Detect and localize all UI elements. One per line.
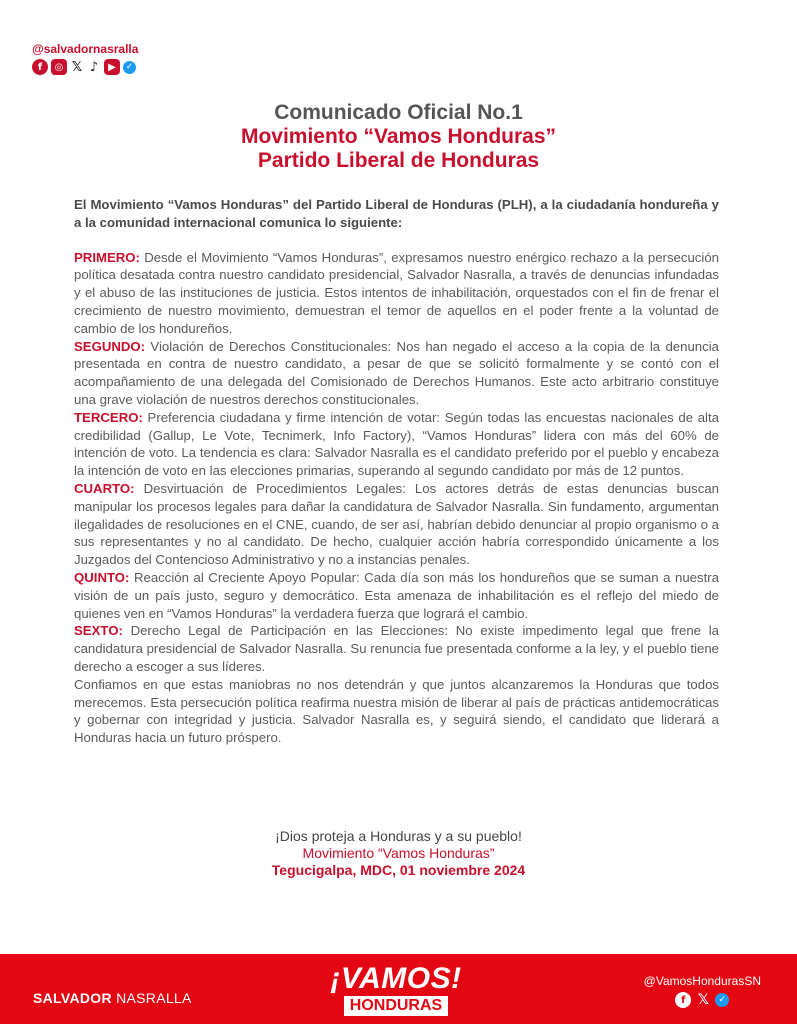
paragraph-text: Desvirtuación de Procedimientos Legales: Los actores detrás de estas denuncias buscan manipular los procesos legales para dañar la candidatura de Salvador Nasralla. Sin fundamento, argumentan ilegalidades de resoluciones en el CNE, cuando, de ser así, habrían debido denunciar al propio organismo o a sus representantes y no al candidato. De hecho, cualquier acción habría correspondido únicamente a los Juzgados del Contencioso Administrativo y no a instancias penales. <box>74 480 719 568</box>
paragraph-cuarto <box>74 480 719 569</box>
paragraph-label: SEGUNDO: <box>74 338 146 354</box>
closing-movement: Movimiento “Vamos Honduras” <box>302 845 495 861</box>
paragraph-segundo <box>74 338 719 409</box>
youtube-icon[interactable]: ▶ <box>104 59 120 75</box>
party-name: Partido Liberal de Honduras <box>257 149 540 172</box>
intro-paragraph: El Movimiento “Vamos Honduras” del Partido Liberal de Honduras (PLH), a la ciudadanía hondureña y a la comunidad internacional comunica lo siguiente: <box>74 197 719 230</box>
x-icon[interactable]: 𝕏 <box>697 992 709 1008</box>
paragraph-label: CUARTO: <box>74 480 135 496</box>
paragraph-text: Derecho Legal de Participación en las Elecciones: No existe impedimento legal que frene la candidatura presidencial de Salvador Nasralla. Su renuncia fue presentada conforme a la ley, y el pueblo tiene derecho a escoger a sus líderes. <box>74 623 719 674</box>
movement-name: Movimiento “Vamos Honduras” <box>240 125 557 148</box>
paragraph-quinto <box>74 569 719 622</box>
paragraph-tercero <box>74 409 719 480</box>
logo-honduras: HONDURAS <box>344 996 448 1016</box>
document-body <box>74 196 719 747</box>
paragraph-conclusion <box>74 676 719 747</box>
logo-vamos: ¡VAMOS! <box>330 962 462 995</box>
footer-social <box>644 974 761 1008</box>
paragraph-label: TERCERO: <box>74 409 143 425</box>
paragraph-primero <box>74 249 719 338</box>
candidate-first-name: SALVADOR <box>33 990 112 1006</box>
header-social <box>32 42 138 75</box>
verified-icon: ✓ <box>715 993 729 1007</box>
facebook-icon[interactable]: f <box>675 992 691 1008</box>
paragraph-text: Reacción al Creciente Apoyo Popular: Cada día son más los hondureños que se suman a nuestra visión de un país justo, seguro y democrático. Esta amenaza de inhabilitación es el reflejo del miedo de quienes ven en “Vamos Honduras” la verdadera fuerza que logrará el cambio. <box>74 569 719 621</box>
facebook-icon[interactable]: f <box>32 59 48 75</box>
instagram-icon[interactable]: ◎ <box>51 59 67 75</box>
paragraph-sexto <box>74 622 719 675</box>
paragraph-text: Violación de Derechos Constitucionales: Nos han negado el acceso a la copia de la denuncia presentada en contra de nuestro candidato, a pesar de que se solicitó formalmente y se contó con el acompañamiento de una delegada del Comisionado de Derechos Humanos. Este acto arbitrario constituye una grave violación de nuestros derechos constitucionales. <box>74 338 719 407</box>
closing-block <box>0 828 797 879</box>
tiktok-icon[interactable]: ♪ <box>89 59 99 75</box>
paragraph-text: Confiamos en que estas maniobras no nos detendrán y que juntos alcanzaremos la Honduras que todos merecemos. Esta persecución política reafirma nuestra misión de liberar al país de prácticas antidemocráticas y gobernar con integridad y justicia. Salvador Nasralla es, y seguirá siendo, el candidato que liderará a Honduras hacia un futuro próspero. <box>74 676 719 746</box>
footer-social-icons <box>644 992 761 1008</box>
verified-icon: ✓ <box>123 61 136 74</box>
x-icon[interactable]: 𝕏 <box>71 59 83 75</box>
paragraph-text: Preferencia ciudadana y firme intención de votar: Según todas las encuestas nacionales de alta credibilidad (Gallup, Le Vote, Tecnimerk, Info Factory), “Vamos Honduras” lidera con más del 60% de intención de voto. La tendencia es clara: Salvador Nasralla es el candidato preferido por el pueblo y encabeza la intención de voto en las elecciones primarias, superando al segundo candidato por más de 12 puntos. <box>74 409 719 479</box>
footer-handle[interactable]: @VamosHondurasSN <box>643 974 761 988</box>
title-block <box>0 101 797 173</box>
candidate-last-name: NASRALLA <box>116 990 192 1006</box>
paragraph-label: SEXTO: <box>74 623 123 639</box>
document-title: Comunicado Oficial No.1 <box>274 101 523 124</box>
footer-bar <box>0 954 797 1024</box>
social-handle[interactable]: @salvadornasralla <box>32 42 139 56</box>
paragraph-label: QUINTO: <box>74 569 130 585</box>
paragraph-text: Desde el Movimiento “Vamos Honduras”, expresamos nuestro enérgico rechazo a la persecución política desatada contra nuestro candidato presidencial, Salvador Nasralla, a través de denuncias infundadas y el abuso de las instituciones de justicia. Estos intentos de inhabilitación, orquestados con el fin de frenar el crecimiento de nuestro movimiento, demuestran el temor de aquellos en el poder frente a la voluntad de cambio de los hondureños. <box>74 249 719 336</box>
closing-blessing: ¡Dios proteja a Honduras y a su pueblo! <box>275 828 522 844</box>
vamos-honduras-logo <box>325 964 467 1016</box>
closing-place-date: Tegucigalpa, MDC, 01 noviembre 2024 <box>271 862 526 878</box>
social-icons <box>32 59 138 75</box>
paragraph-label: PRIMERO: <box>74 249 140 265</box>
candidate-name <box>33 990 192 1006</box>
